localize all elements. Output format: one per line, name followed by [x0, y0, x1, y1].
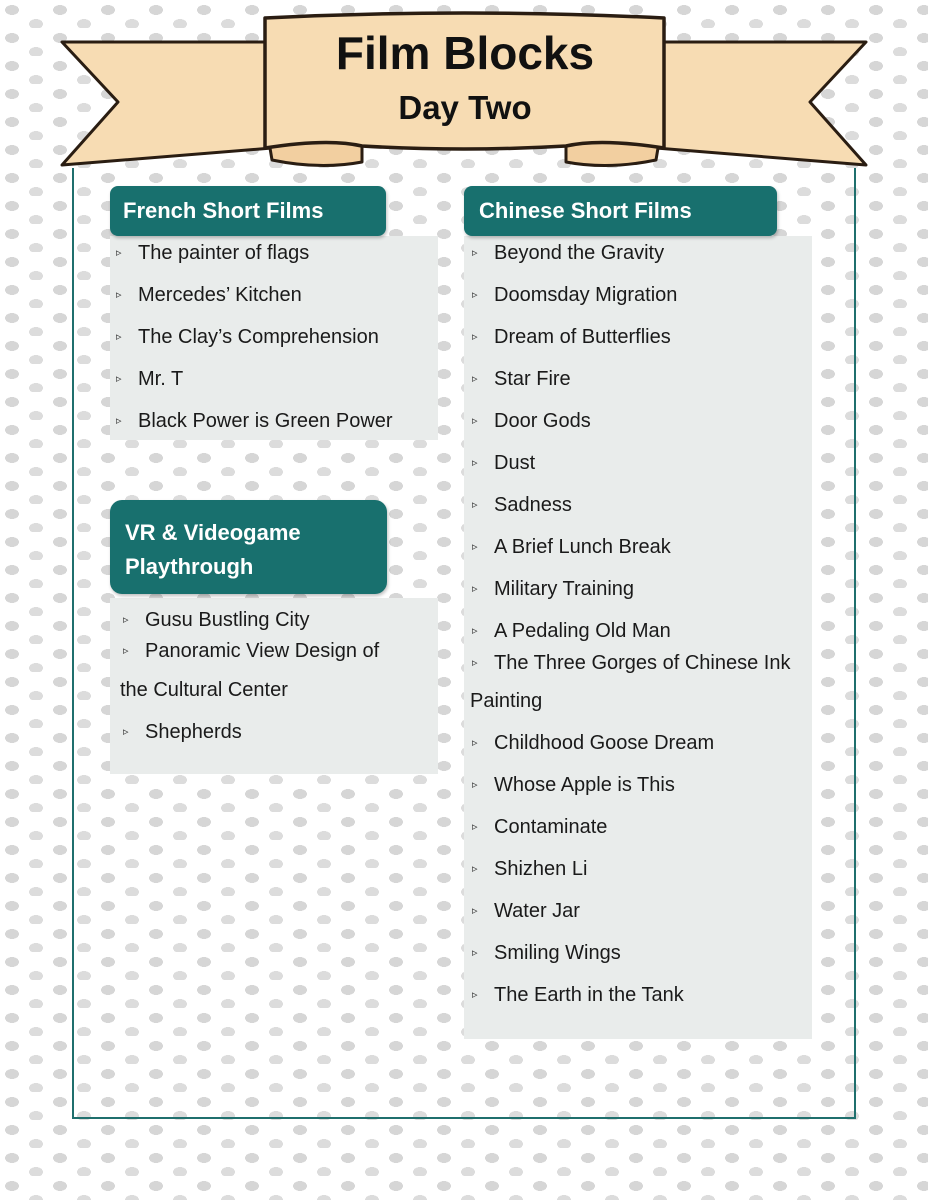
page-title: Film Blocks [335, 27, 595, 79]
list-item: ▹ Shizhen Li [472, 858, 588, 880]
list-item-continuation: the Cultural Center [120, 679, 288, 701]
chinese-films-header [464, 186, 777, 236]
bullet-icon: ▹ [472, 541, 478, 553]
french-films-title: French Short Films [123, 198, 324, 223]
list-item: ▹ Door Gods [472, 410, 591, 432]
page-subtitle: Day Two [398, 89, 532, 126]
bullet-icon: ▹ [472, 373, 478, 385]
chinese-films-title: Chinese Short Films [479, 198, 692, 223]
list-item: ▹ The Three Gorges of Chinese Ink [472, 652, 791, 674]
list-item: ▹ Military Training [472, 578, 635, 600]
bullet-icon: ▹ [472, 657, 478, 669]
bullet-icon: ▹ [472, 457, 478, 469]
list-item: ▹ Star Fire [472, 368, 571, 390]
bullet-icon: ▹ [123, 645, 129, 657]
list-item: ▹ The painter of flags [116, 242, 310, 264]
list-item: ▹ The Earth in the Tank [472, 984, 684, 1006]
bullet-icon: ▹ [472, 821, 478, 833]
list-item: ▹ Contaminate [472, 816, 608, 838]
bullet-icon: ▹ [472, 863, 478, 875]
bullet-icon: ▹ [116, 247, 122, 259]
list-item: ▹ Sadness [472, 494, 572, 516]
bullet-icon: ▹ [123, 614, 129, 626]
list-item: ▹ The Clay’s Comprehension [116, 326, 379, 348]
list-item: ▹ Gusu Bustling City [123, 609, 310, 631]
bullet-icon: ▹ [472, 779, 478, 791]
bullet-icon: ▹ [116, 289, 122, 301]
vr-header [110, 500, 387, 594]
bullet-icon: ▹ [116, 331, 122, 343]
list-item: ▹ Dream of Butterflies [472, 326, 671, 348]
list-item: ▹ Beyond the Gravity [472, 242, 665, 264]
bullet-icon: ▹ [472, 737, 478, 749]
bullet-icon: ▹ [472, 989, 478, 1001]
list-item: ▹ Water Jar [472, 900, 580, 922]
list-item: ▹ Whose Apple is This [472, 774, 675, 796]
bullet-icon: ▹ [472, 247, 478, 259]
bullet-icon: ▹ [472, 415, 478, 427]
bullet-icon: ▹ [472, 499, 478, 511]
list-item: ▹ A Pedaling Old Man [472, 620, 671, 642]
list-item: ▹ Shepherds [123, 721, 242, 743]
list-item: ▹ Black Power is Green Power [116, 410, 393, 432]
bullet-icon: ▹ [472, 947, 478, 959]
bullet-icon: ▹ [472, 625, 478, 637]
bullet-icon: ▹ [116, 415, 122, 427]
bullet-icon: ▹ [472, 905, 478, 917]
bullet-icon: ▹ [472, 583, 478, 595]
list-item: ▹ A Brief Lunch Break [472, 536, 671, 558]
list-item: ▹ Childhood Goose Dream [472, 732, 715, 754]
bullet-icon: ▹ [123, 726, 129, 738]
vr-title-line2: Playthrough [125, 554, 254, 579]
list-item-continuation: Painting [470, 690, 543, 712]
list-item: ▹ Smiling Wings [472, 942, 621, 964]
bullet-icon: ▹ [472, 289, 478, 301]
list-item: ▹ Doomsday Migration [472, 284, 678, 306]
vr-title-line1: VR & Videogame [125, 520, 301, 545]
french-films-header [110, 186, 386, 236]
list-item: ▹ Mercedes’ Kitchen [116, 284, 302, 306]
list-item: ▹ Panoramic View Design of [123, 640, 380, 662]
bullet-icon: ▹ [472, 331, 478, 343]
list-item: ▹ Mr. T [116, 368, 184, 390]
bullet-icon: ▹ [116, 373, 122, 385]
list-item: ▹ Dust [472, 452, 536, 474]
